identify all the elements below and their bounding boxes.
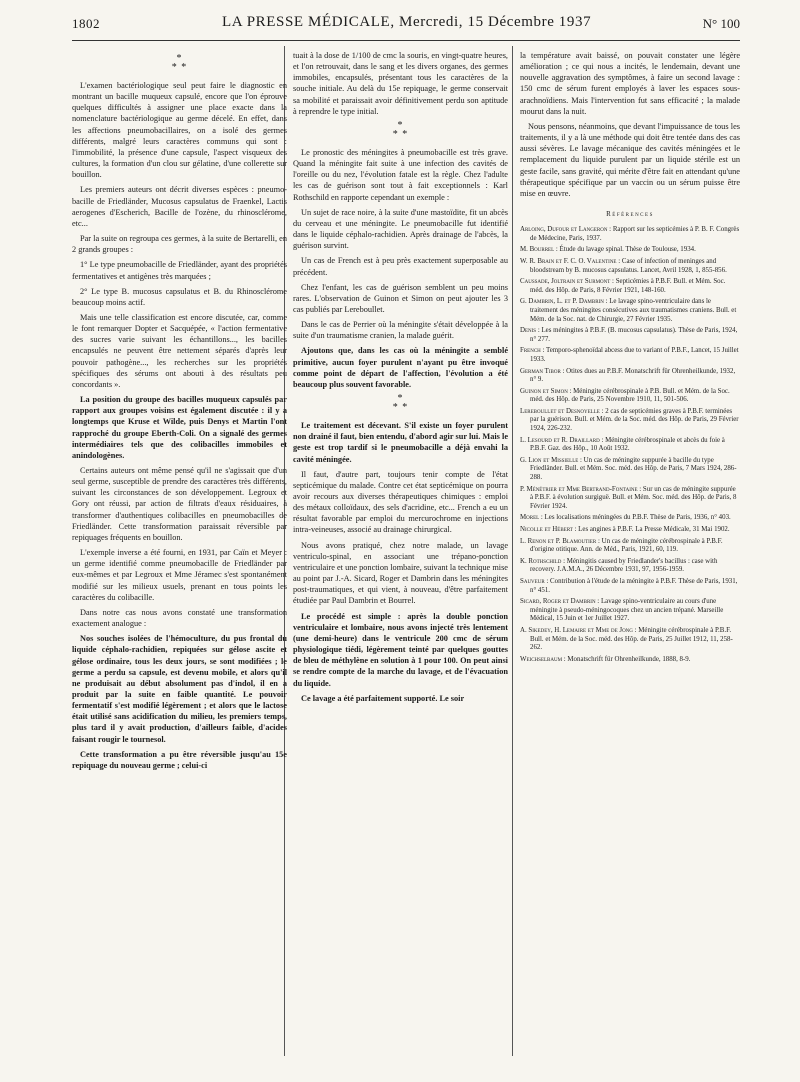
paragraph: Cette transformation a pu être réversible jusqu'au 15e repiquage du nouveau germe ; celui-ci	[72, 749, 287, 770]
reference-authors: W. R. Brain et F. C. O. Valentine	[520, 257, 617, 265]
reference-authors: G. Dambrin, L. et P. Dambrin	[520, 298, 604, 306]
journal-title: LA PRESSE MÉDICALE, Mercredi, 15 Décembre 1937	[222, 14, 592, 30]
column-3	[520, 50, 740, 667]
reference-authors: German Tibor	[520, 367, 561, 375]
paragraph: 2° Le type B. mucosus capsulatus et B. du Rhinosclérome beaucoup moins actif.	[72, 286, 287, 307]
reference-authors: Sauveur	[520, 577, 545, 585]
reference-text: : Lavage spino-ventriculaire au cours d'une méningite à pseudo-méningocoques chez un ancien trépané. Marseille Médical, 15 Juin et 1er Juillet 1927.	[530, 598, 724, 623]
reference-item	[520, 526, 740, 535]
paragraph: Par la suite on regroupa ces germes, à la suite de Bertarelli, en 2 grands groupes :	[72, 234, 287, 255]
reference-text: : Méningite cérébrospinale à P.B.F. Bull. et Mém. de la Soc. méd. des Hôp. de Paris, 25 Juillet 1912, 11, 258-262.	[530, 626, 733, 652]
reference-authors: Sicard, Roger et Dambrin	[520, 598, 596, 606]
paragraph: Le procédé est simple : après la double ponction ventriculaire et lombaire, nous avons injecté très lentement (une demi-heure) dans le ventricule 200 cmc de sérum physiologique tiédi, légèrement teinté par quelques gouttes de bleu de méthylène en solution à 1 pour 100. On peut ainsi se rendre compte de la marche du lavage, et de l'évacuation du liquide.	[293, 611, 508, 688]
reference-item	[520, 388, 740, 405]
references-title: Références	[606, 210, 654, 219]
paragraph: Ajoutons que, dans les cas où la méningite a semblé primitive, aucun foyer purulent n'ayant pu être invoqué comme point de départ de l'affection, l'évolution a été beaucoup plus souvent favorable.	[293, 346, 508, 389]
paragraph: Dans le cas de Perrier où la méningite s'était développée à la suite d'un traumatisme cranien, la malade guérit.	[293, 320, 508, 341]
reference-item	[520, 258, 740, 275]
reference-text: : Case of infection of meninges and bloodstream by B. mucosus capsulatus. Lancet, Avril 1928, 1, 855-856.	[530, 257, 727, 274]
paragraph: Nous avons pratiqué, chez notre malade, un lavage ventriculo-spinal, en associant une trépano-ponction ventriculaire et une ponction lombaire, suivant la technique mise au point par J.-A. Sicard, Roger et Dambrin dans les méningites post-traumatiques, et qui vient, à nouveau, d'être parfaitement étudiée par Paul Dambrin et Bourrel.	[293, 540, 508, 606]
paragraph: La position du groupe des bacilles muqueux capsulés par rapport aux groupes voisins est également discutée : il y a longtemps que Kruse et Wilde, puis Denys et Martin l'ont rapproché du groupe Eberth-Coli. On a signalé des germes intermédiaires tels que des colibacilles immobiles et anindologènes.	[72, 395, 287, 460]
reference-authors: A. Sikedey, H. Lemaire et Mme de Jong	[520, 626, 633, 634]
reference-text: : Temporo-sphenoïdal abcess due to variant of P.B.F., Lancet, 15 Juillet 1933.	[530, 347, 739, 363]
reference-text: : Sur un cas de méningite suppurée à P.B.F. à évolution surgiguë. Bull. et Mém. Soc. méd. des Hôp. de Paris, 8 Février 1924.	[530, 485, 737, 510]
reference-text: : Un cas de méningite suppurée à bacille du type Friedländer. Bull. et Mém. Soc. méd. des Hôp. de Paris, 7 Mars 1924, 286-288.	[530, 456, 737, 482]
reference-authors: Morel	[520, 514, 540, 522]
reference-item	[520, 368, 740, 385]
paragraph: Le pronostic des méningites à pneumobacille est très grave. Quand la méningite fait suite à une infection des cavités de l'oreille ou du nez, l'évolution fatale est la règle. Chez l'adulte les cas de guérison sont tout à fait exceptionnels : Karl Rothschild en rapporte cependant un exemple :	[293, 147, 508, 202]
reference-authors: French	[520, 347, 541, 355]
paragraph: Le traitement est décevant. S'il existe un foyer purulent non drainé il faut, bien entendu, d'abord agir sur lui. Mais le geste est trop tardif si le pneumobacille a déjà envahi la cavité méningée.	[293, 421, 508, 464]
reference-authors: M. Bourrel	[520, 246, 555, 254]
reference-text: : Otites dues au P.B.F. Monatschrift für Ohrenheilkunde, 1932, n° 9.	[530, 367, 736, 384]
reference-authors: G. Lion et Missielle	[520, 456, 579, 464]
reference-text: : Le lavage spino-ventriculaire dans le traitement des méningites consécutives aux traumatismes craniens. Bull. et Mém. de la Soc. nat. de Chirurgie, 27 Février 1935.	[530, 298, 737, 323]
reference-item	[520, 246, 740, 255]
reference-text: : Rapport sur les septicémies à P. B. F. Congrès de Médecine, Paris, 1937.	[530, 226, 740, 242]
reference-text: : Méningitis caused by Friedlander's bacillus : case with recovery. J.A.M.A., 26 Décembre 1931, 97, 1956-1959.	[530, 557, 718, 574]
reference-item	[520, 598, 740, 624]
reference-item	[520, 538, 740, 555]
paragraph: Ce lavage a été parfaitement supporté. Le soir	[301, 693, 465, 703]
page-header	[72, 14, 740, 41]
paragraph: Nous pensons, néanmoins, que devant l'impuissance de tous les traitements, il y a là une méthode qui doit être tentée dans des cas aussi sévères. Le lavage mécanique des cavités méningées et le remplacement du liquide purulent par un liquide stérile est un geste facile, sans gravité, qui mérite d'être fait en attendant qu'une thérapeutique spécifique par un vaccin ou un sérum puisse être mise en œuvre.	[520, 121, 740, 198]
reference-item	[520, 656, 740, 665]
reference-item	[520, 457, 740, 483]
reference-item	[520, 578, 740, 595]
reference-item	[520, 226, 740, 243]
paragraph: 1° Le type pneumobacille de Friedländer, ayant des propriétés fermentatives et antigènes très marquées ;	[72, 260, 287, 281]
paragraph: Un sujet de race noire, à la suite d'une mastoïdite, fit un abcès du cerveau et une méningite. Le pneumobacille fut identifié dans le liquide céphalo-rachidien. Après drainage de l'abcès, la guérison survint.	[293, 207, 508, 251]
paragraph: la température avait baissé, on pouvait constater une légère amélioration ; ce qui nous a incités, le lendemain, devant une nouvelle aggravation des symptômes, à faire un second lavage : 150 cmc de sérum furent employés à laver les espaces sous-arachnoïdiens. Mais l'intervention fut sans efficacité ; la malade mourut dans la nuit.	[520, 51, 740, 116]
reference-item	[520, 558, 740, 575]
section-separator: * * *	[171, 53, 188, 73]
column-rule-2	[512, 46, 513, 1056]
reference-authors: Nicolle et Hébert	[520, 526, 573, 533]
reference-text: : Méningite cérébrospinale à P.B. Bull. et Mém. de la Soc. méd. des Hôp. de Paris, 25 Novembre 1910, 11, 501-506.	[530, 387, 730, 404]
reference-authors: Guinon et Simon	[520, 387, 568, 395]
reference-authors: Caussade, Joltrain et Surmont	[520, 278, 611, 286]
reference-authors: Weichselbaum	[520, 655, 563, 663]
paragraph: L'exemple inverse a été fourni, en 1931, par Caïn et Meyer : un germe identifié comme pneumobacille de Friedländer par eux-mêmes et par Legroux et Mme Jéramec s'est spontanément modifié sur les milieux usuels, prenant en tous points les caractères du colibacille.	[72, 548, 287, 602]
reference-text: : Les localisations méningées du P.B.F. Thèse de Paris, 1936, n° 403.	[539, 514, 731, 522]
reference-item	[520, 327, 740, 344]
reference-text: : Les méningites à P.B.F. (B. mucosus capsulatus). Thèse de Paris, 1924, n° 277.	[530, 327, 738, 343]
reference-authors: Arloing, Dufour et Langeron	[520, 226, 608, 234]
column-1	[72, 50, 287, 775]
paragraph: Nos souches isolées de l'hémoculture, du pus frontal du liquide céphalo-rachidien, repiquées sur gélose ascite et gélose ordinaire, tous les deux jours, se sont modifiées ; le germe a perdu sa capsule, est devenu mobile, et alors qu'il ne produisait au début absolument pas d'indol, il en a produit par la suite en faible quantité. Le pouvoir fermentatif s'est modifié légèrement ; et alors que le lactose était utilisé sans acidification du milieu, les premiers temps, plus tard il y avait production, d'ailleurs faible, d'acides faisant rougir le tournesol.	[72, 634, 287, 744]
reference-authors: K. Rothschild	[520, 557, 562, 565]
paragraph: L'examen bactériologique seul peut faire le diagnostic en montrant un bacille muqueux capsulé, encore que l'on éprouve quelques difficultés à assigner une place exacte dans la nomenclature bactériologique au germe décelé. En effet, dans les affections pneumobacillaires, on a isolé des germes différents, malgré leurs caractères communs qui sont : l'immobilité, la présence d'une capsule, l'aspect visqueux des cultures, la formation d'un clou sur gélatine, d'une collerette sur bouillon.	[72, 81, 287, 180]
reference-item	[520, 437, 740, 454]
paragraph: Il faut, d'autre part, toujours tenir compte de l'état septicémique du malade. Contre cet état septicémique on pourra avoir recours aux diverses thérapeutiques chimiques : emploi des métaux colloïdaux, des sels d'acridine, etc... French a eu un résultat favorable par emploi du mercurochrome en injections intra-veineuses, associé au drainage chirurgical.	[293, 469, 508, 535]
paragraph: Les premiers auteurs ont décrit diverses espèces : pneumo-bacille de Friedländer, Mucosus capsulatus de Fraenkel, Lactis aerogenes d'Escherich, Bacille de l'ozène, du rhinosclérome, etc...	[72, 185, 287, 228]
reference-item	[520, 408, 740, 434]
reference-item	[520, 627, 740, 653]
references-list	[520, 226, 740, 664]
reference-text: : Un cas de méningite cérébrospinale à P.B.F. d'origine otitique. Ann. de Méd., Paris, 1921, 60, 119.	[530, 537, 723, 554]
paragraph: Dans notre cas nous avons constaté une transformation exactement analogue :	[72, 607, 287, 629]
reference-text: : Méningite cérébrospinale et abcès du foie à P.B.F. Gaz. des Hôp., 10 Août 1932.	[530, 436, 725, 453]
reference-authors: Lereboullet et Desnoyelle	[520, 407, 600, 415]
reference-item	[520, 514, 740, 523]
reference-authors: P. Ménétrier et Mme Bertrand-Fontaine	[520, 485, 638, 493]
reference-item	[520, 298, 740, 324]
reference-authors: Denis	[520, 327, 537, 335]
paragraph: tuait à la dose de 1/100 de cmc la souris, en vingt-quatre heures, et l'on retrouvait, dans le sang et les divers organes, des germes immobiles, encapsulés, présentant tous les caractères de la souche initiale. Au delà du 15e repiquage, le germe conservait sa mobilité et paraissait avoir définitivement perdu son aptitude à reprendre le type initial.	[293, 51, 508, 116]
reference-text: : 2 cas de septicémies graves à P.B.F. terminées par la guérison. Bull. et Mém. de la Soc. méd. des Hôp. de Paris, 29 Février 1924, 226-232.	[530, 407, 739, 433]
reference-item	[520, 278, 740, 295]
reference-authors: L. Lesourd et R. Draillard	[520, 436, 600, 444]
section-separator: * * *	[392, 119, 409, 140]
paragraph: Un cas de French est à peu près exactement superposable au précédent.	[293, 256, 508, 277]
reference-item	[520, 347, 740, 364]
reference-authors: L. Renon et P. Blamoutier	[520, 537, 597, 545]
column-2	[293, 50, 508, 708]
paragraph: Chez l'enfant, les cas de guérison semblent un peu moins rares. L'observation de Guinon et Simon on peut ajouter les 3 cas publiés par Lereboullet.	[293, 282, 508, 314]
paragraph: Mais une telle classification est encore discutée, car, comme le font remarquer Dopter et Sacquépée, « l'action fermentative des sucres varie suivant les échantillons..., les bacilles encapsulés ne peuvent être nettement séparés d'après leur pouvoir pathogène..., les recherches sur les propriétés spécifiques des sérums ont abouti à des résultats peu concordants ».	[72, 312, 287, 389]
section-separator: * * *	[392, 393, 409, 414]
reference-text: : Septicémies à P.B.F. Bull. et Mém. Soc. méd. des Hôp. de Paris, 8 Février 1921, 148-160.	[530, 278, 726, 294]
paragraph: Certains auteurs ont même pensé qu'il ne s'agissait que d'un seul germe, susceptible de prendre des caractères très différents, suivant les circonstances de son développement. Legroux et Gory ont réussi, par action de filtrats d'eaux résiduaires, à transformer d'authentiques colibacilles en pneumobacilles de Friedländer. Cette transformation paraissait réversible par repiquages fréquents en bouillon.	[72, 466, 287, 542]
page-number: 1802	[72, 16, 100, 31]
reference-item	[520, 486, 740, 512]
reference-text: : Étude du lavage spinal. Thèse de Toulouse, 1934.	[554, 246, 696, 254]
reference-text: : Les angines à P.B.F. La Presse Médicale, 31 Mai 1902.	[572, 526, 730, 533]
reference-text: : Monatschrift für Ohrenheilkunde, 1888, 8-9.	[562, 655, 691, 663]
issue-number: N° 100	[702, 16, 740, 31]
reference-text: : Contribution à l'étude de la méningite à P.B.F. Thèse de Paris, 1931, n° 451.	[530, 577, 738, 594]
